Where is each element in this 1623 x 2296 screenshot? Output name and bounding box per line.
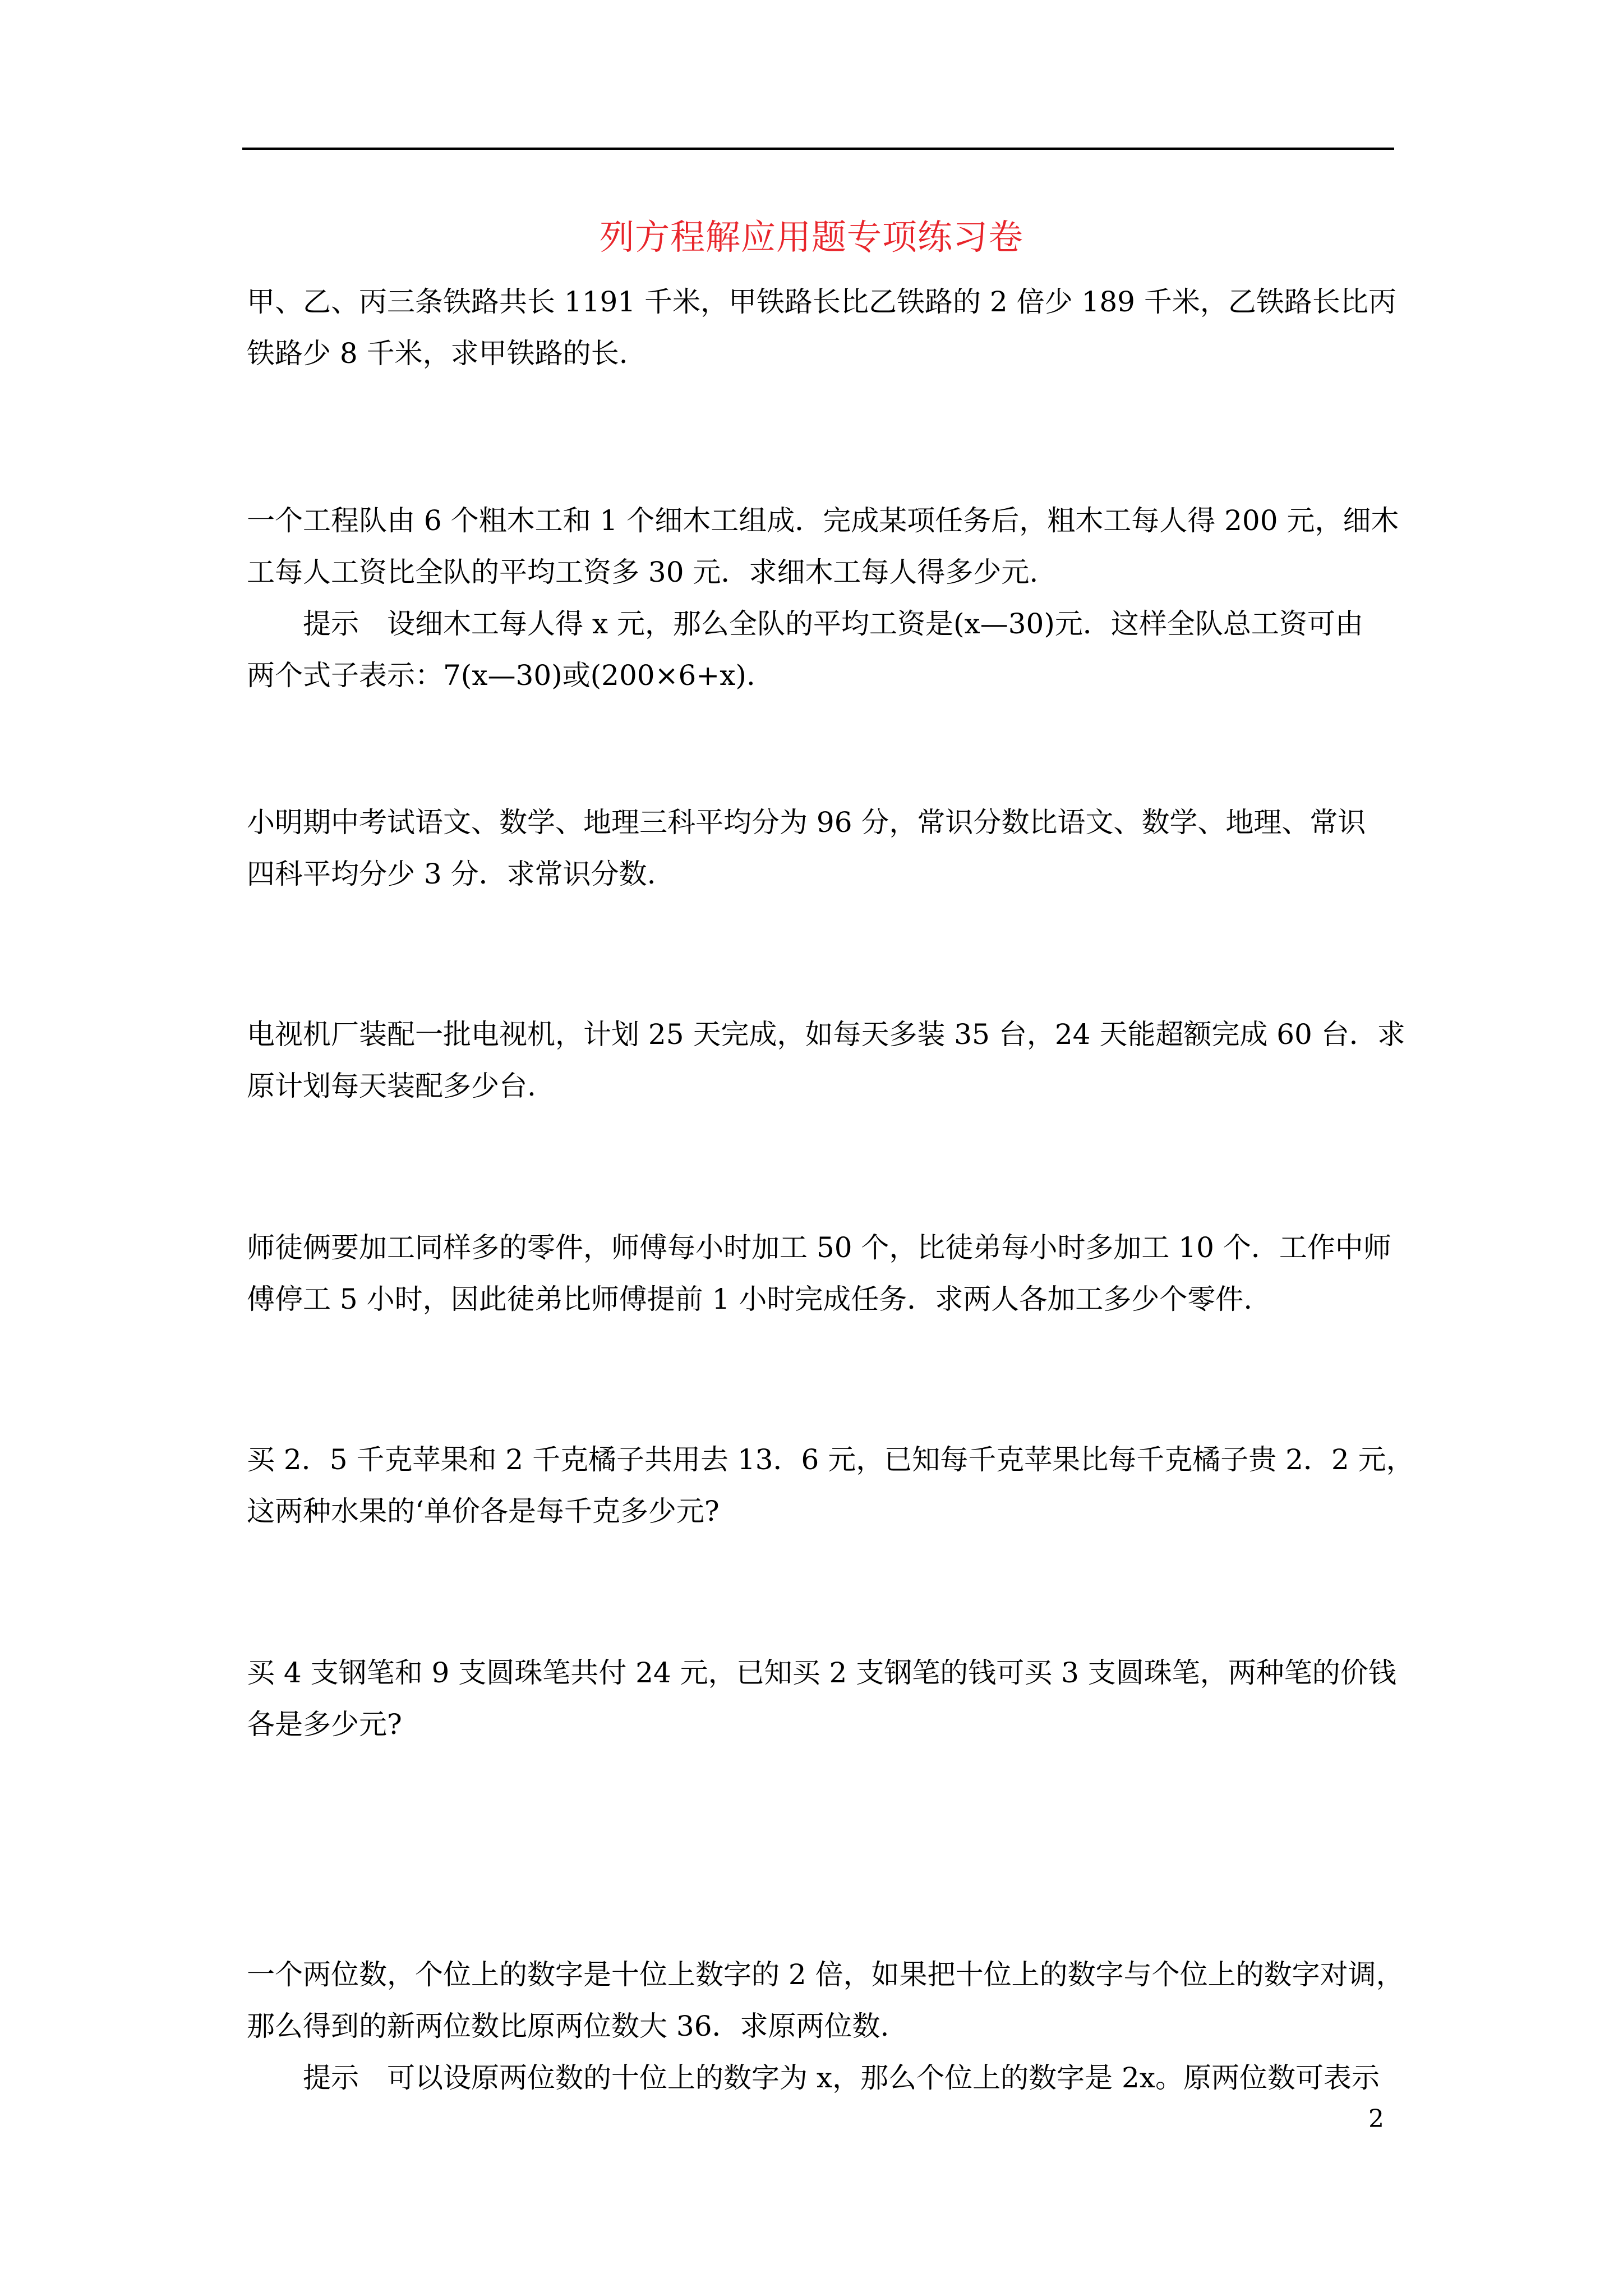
problem-2-hint-line-1: 提示 设细木工每人得 x 元，那么全队的平均工资是(x—30)元．这样全队总工资可由 <box>303 608 1363 640</box>
problem-2-hint-line-2: 两个式子表示：7(x—30)或(200×6+x). <box>247 659 755 692</box>
problem-1-line-1: 甲、乙、丙三条铁路共长 1191 千米，甲铁路长比乙铁路的 2 倍少 189 千米，乙铁路长比丙 <box>247 286 1396 318</box>
page-title: 列方程解应用题专项练习卷 <box>599 217 1023 257</box>
header-rule <box>242 148 1394 150</box>
problem-7-line-2: 各是多少元? <box>247 1708 402 1741</box>
problem-2-line-1: 一个工程队由 6 个粗木工和 1 个细木工组成．完成某项任务后，粗木工每人得 200 元，细木 <box>247 504 1399 537</box>
page-number: 2 <box>1368 2105 1384 2133</box>
problem-8-line-1: 一个两位数，个位上的数字是十位上数字的 2 倍，如果把十位上的数字与个位上的数字对调， <box>247 1958 1404 1991</box>
problem-3-line-1: 小明期中考试语文、数学、地理三科平均分为 96 分，常识分数比语文、数学、地理、常识 <box>247 806 1366 839</box>
problem-7-line-1: 买 4 支钢笔和 9 支圆珠笔共付 24 元，已知买 2 支钢笔的钱可买 3 支圆珠笔，两种笔的价钱 <box>247 1657 1396 1689</box>
problem-2-line-2: 工每人工资比全队的平均工资多 30 元．求细木工每人得多少元. <box>247 556 1039 588</box>
problem-8 <box>247 1949 1404 2104</box>
problem-1-line-2: 铁路少 8 千米，求甲铁路的长. <box>247 337 628 370</box>
problem-4 <box>247 1009 1405 1112</box>
problem-3 <box>247 797 1396 900</box>
problem-5-line-1: 师徒俩要加工同样多的零件，师傅每小时加工 50 个，比徒弟每小时多加工 10 个．工作中师 <box>247 1231 1391 1264</box>
problem-8-hint-line-1: 提示 可以设原两位数的十位上的数字为 x，那么个位上的数字是 2x。原两位数可表示 <box>303 2062 1380 2094</box>
problem-5-line-2: 傅停工 5 小时，因此徒弟比师傅提前 1 小时完成任务．求两人各加工多少个零件. <box>247 1283 1253 1315</box>
problem-6-line-1: 买 2．5 千克苹果和 2 千克橘子共用去 13．6 元，已知每千克苹果比每千克橘子贵 2．2 元， <box>247 1443 1414 1476</box>
problem-4-line-2: 原计划每天装配多少台. <box>247 1070 536 1102</box>
problem-1 <box>247 276 1396 379</box>
problem-6 <box>247 1434 1414 1537</box>
problem-8-line-2: 那么得到的新两位数比原两位数大 36．求原两位数. <box>247 2010 889 2042</box>
problem-5 <box>247 1222 1396 1325</box>
problem-4-line-1: 电视机厂装配一批电视机，计划 25 天完成，如每天多装 35 台，24 天能超额完成 60 台．求 <box>247 1018 1405 1051</box>
problem-2 <box>247 495 1399 701</box>
problem-6-line-2: 这两种水果的‘单价各是每千克多少元? <box>247 1495 720 1527</box>
problem-7 <box>247 1647 1396 1750</box>
problem-3-line-2: 四科平均分少 3 分．求常识分数. <box>247 858 656 890</box>
